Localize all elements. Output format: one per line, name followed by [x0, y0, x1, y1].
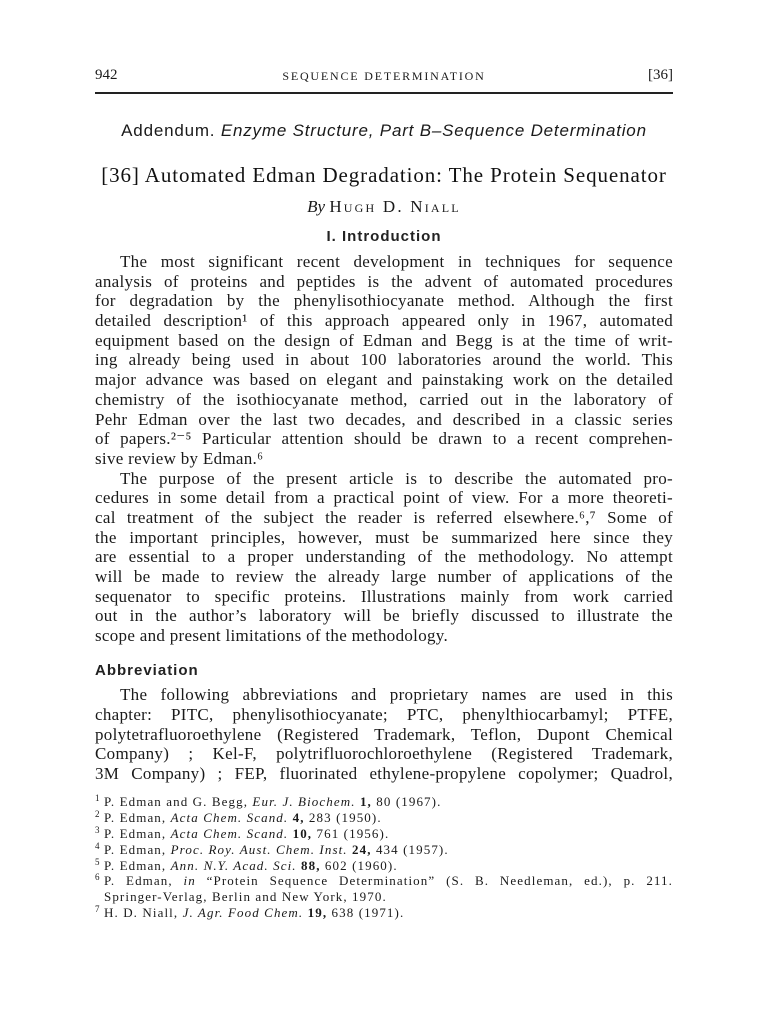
text-line: The most significant recent development in techniques for sequence — [120, 252, 673, 271]
footnote-authors: P. Edman, — [104, 873, 173, 889]
footnote-volume: 88, — [301, 857, 321, 873]
text-line: sequenator to specific proteins. Illustrations mainly from work carried — [95, 586, 673, 606]
footnote-page: p. 211. — [623, 873, 673, 889]
footnote-pages-year: 80 (1967). — [376, 794, 442, 809]
footnote-authors: P. Edman, — [104, 857, 167, 873]
text-line: The purpose of the present article is to describe the automated pro- — [120, 468, 673, 488]
footnote-mark: 1 — [95, 793, 100, 803]
footnote-book-title: “Protein Sequence Determination” — [206, 873, 436, 889]
footnote-4 — [95, 842, 673, 858]
abbreviation-body — [95, 685, 673, 783]
footnotes — [95, 794, 673, 921]
paragraph — [95, 252, 673, 469]
footnote-volume: 19, — [307, 905, 328, 921]
running-title: SEQUENCE DETERMINATION — [282, 69, 486, 83]
footnote-editor: (S. B. Needleman, ed.), — [446, 873, 613, 889]
footnote-in: in — [183, 873, 196, 889]
footnote-authors: P. Edman and G. Begg, — [104, 794, 249, 809]
text-line: chemistry of the isothiocyanate method, carried out in the laboratory of — [95, 389, 673, 409]
text-line: detailed description¹ of this approach appeared only in 1967, automated — [95, 311, 673, 331]
text-line: The following abbreviations and proprietary names are used in this — [120, 685, 673, 705]
footnote-authors: H. D. Niall, — [104, 905, 179, 921]
paragraph — [95, 685, 673, 783]
page-number: 942 — [95, 67, 118, 83]
footnote-pages-year: 283 (1950). — [308, 809, 382, 825]
footnote-mark: 5 — [95, 856, 100, 867]
text-line: cedures in some detail from a practical point of view. For a more theoreti- — [95, 488, 673, 508]
text-line: equipment based on the design of Edman and Begg is at the time of writ- — [95, 330, 673, 350]
text-line: the important principles, however, must be summarized here since they — [95, 527, 673, 547]
section-number: [36] — [648, 67, 673, 83]
byline-prefix: By — [307, 197, 326, 216]
text-line: Company) ; Kel-F, polytrifluorochloroethylene (Registered Trademark, — [95, 744, 673, 764]
byline — [0, 198, 768, 216]
footnote-journal: Ann. N.Y. Acad. Sci. — [170, 857, 297, 873]
addendum-title: Enzyme Structure, Part B–Sequence Determination — [220, 121, 647, 140]
addendum-label: Addendum. — [121, 121, 216, 140]
text-line: scope and present limitations of the methodology. — [95, 626, 449, 646]
section-heading-introduction: I. Introduction — [326, 228, 442, 245]
footnote-volume: 24, — [352, 841, 372, 857]
paragraph — [95, 469, 673, 646]
text-line: 3M Company) ; FEP, fluorinated ethylene-propylene copolymer; Quadrol, — [95, 763, 673, 783]
addendum-line — [0, 122, 768, 140]
footnote-journal: Acta Chem. Scand. — [170, 825, 289, 841]
footnote-authors: P. Edman, — [104, 825, 167, 841]
text-line: ing already being used in about 100 laboratories around the world. This — [95, 350, 673, 370]
text-line: analysis of proteins and peptides is the advent of automated procedures — [95, 271, 673, 291]
footnote-mark: 6 — [95, 872, 100, 883]
footnote-mark: 4 — [95, 840, 100, 851]
text-line: major advance was based on elegant and painstaking work on the detailed — [95, 370, 673, 390]
footnote-volume: 10, — [292, 825, 313, 841]
footnote-journal: Eur. J. Biochem. — [252, 794, 356, 809]
text-line: for degradation by the phenylisothiocyanate method. Although the first — [95, 291, 673, 311]
footnote-pages-year: 638 (1971). — [331, 905, 405, 921]
footnote-mark: 2 — [95, 808, 100, 819]
footnote-7 — [95, 905, 673, 921]
footnote-6-continuation — [95, 889, 673, 905]
footnote-volume: 4, — [292, 809, 305, 825]
footnote-authors: P. Edman, — [104, 809, 167, 825]
footnote-6 — [95, 873, 673, 889]
text-line: sive review by Edman.⁶ — [95, 448, 264, 468]
footnote-volume: 1, — [359, 794, 372, 809]
article-title: [36] Automated Edman Degradation: The Protein Sequenator — [101, 163, 667, 187]
text-line: will be made to review the already large number of applications of the — [95, 567, 673, 586]
footnote-pages-year: 761 (1956). — [316, 825, 390, 841]
footnote-2 — [95, 810, 673, 826]
footnote-authors: P. Edman, — [104, 841, 167, 857]
text-line: polytetrafluoroethylene (Registered Trademark, Teflon, Dupont Chemical — [95, 724, 673, 744]
text-line: Pehr Edman over the last two decades, and described in a classic series — [95, 409, 673, 429]
text-line: chapter: PITC, phenylisothiocyanate; PTC, phenylthiocarbamyl; PTFE, — [95, 704, 673, 724]
text-line: of papers.²⁻⁵ Particular attention should be drawn to a recent comprehen- — [95, 429, 673, 449]
author-name: Hugh D. Niall — [329, 197, 461, 216]
footnote-pages-year: 434 (1957). — [375, 841, 449, 857]
footnote-5 — [95, 858, 673, 874]
footnote-1 — [95, 794, 673, 810]
introduction-body — [95, 252, 673, 646]
footnote-publisher: Springer-Verlag, Berlin and New York, 1970. — [104, 889, 387, 905]
header-rule — [95, 92, 673, 94]
footnote-journal: Proc. Roy. Aust. Chem. Inst. — [170, 841, 348, 857]
text-line: are essential to a proper understanding of the methodology. No attempt — [95, 547, 673, 567]
section-heading-abbreviation: Abbreviation — [95, 662, 199, 679]
footnote-3 — [95, 826, 673, 842]
footnote-mark: 3 — [95, 824, 100, 835]
text-line: cal treatment of the subject the reader is referred elsewhere.⁶,⁷ Some of — [95, 507, 673, 527]
footnote-pages-year: 602 (1960). — [324, 857, 398, 873]
footnote-journal: J. Agr. Food Chem. — [182, 905, 304, 921]
text-line: out in the author’s laboratory will be briefly discussed to illustrate the — [95, 606, 673, 626]
footnote-mark: 7 — [95, 904, 100, 915]
footnote-journal: Acta Chem. Scand. — [170, 809, 289, 825]
